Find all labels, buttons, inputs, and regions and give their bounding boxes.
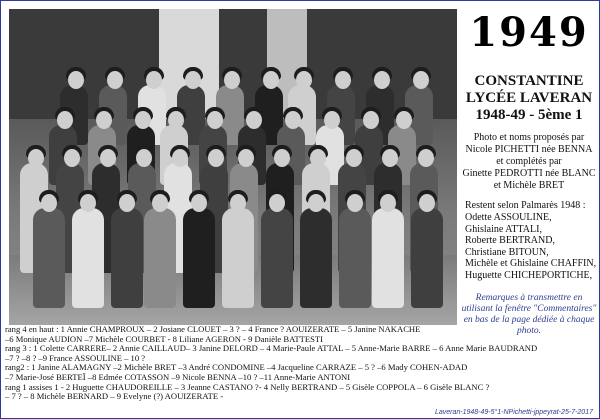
student-figure [372,208,404,308]
restent-name: Huguette CHICHEPORTICHE, [465,269,593,281]
student-figure [222,208,254,308]
student-face [80,194,96,212]
restent-name: Ghislaine ATTALI, [465,223,542,235]
student-face [208,149,224,167]
restent-heading: Restent selon Palmarès 1948 : [465,200,586,211]
student-face [324,111,340,129]
student-face [396,111,412,129]
student-face [152,194,168,212]
photo-credits [459,132,599,192]
caption-line: rang 4 en haut : 1 Annie CHAMPROUX – 2 Josiane CLOUET – 3 ? – 4 France ? AOUIZERATE – 5 Janine NAKACHE [5,325,421,334]
credits-proposer: Nicole PICHETTI née BENNA [465,144,593,155]
file-reference: Laveran-1948-49-5°1-NPichetti-jppeyrat-25-7-2017 [434,409,593,416]
student-face [185,71,201,89]
credits-line2: et complétés par [496,156,562,167]
city-name: CONSTANTINE [474,73,584,89]
student-face [346,149,362,167]
student-face [363,111,379,129]
credits-line3: et Michèle BRET [493,180,565,191]
student-face [136,149,152,167]
student-figure [300,208,332,308]
student-figure [33,208,65,308]
restent-name: Christiane BITOUN, [465,246,549,258]
caption-line: – 7 ? – 8 Michèle BERNARD – 9 Evelyne (?) AOUIZERATE - [5,392,224,402]
class-photo [9,9,457,325]
credits-line1: Photo et noms proposés par [473,132,585,143]
student-face [135,111,151,129]
student-face [41,194,57,212]
school-name: LYCÉE LAVERAN [465,90,593,106]
caption-line: –7 ? –8 ? –9 France ASSOULINE – 10 ? [5,353,146,363]
restent-name: Odette ASSOULINE, [465,212,552,223]
student-face [308,194,324,212]
year-title: 1949 [469,9,589,56]
caption-line: rang 3 : 1 Colette CARRERE– 2 Annie CAILLAUD– 3 Janine DELORD – 4 Marie-Paule ATTAL – 5 Anne-Marie BARRE – 6 Anne Marie BAUDRAND [5,344,538,354]
student-face [172,149,188,167]
student-face [119,194,135,212]
student-face [230,194,246,212]
student-face [263,71,279,89]
student-face [419,194,435,212]
caption-line: –7 Marie-José BERTEÏ –8 Edmée COTASSON –9 Nicole BENNA –10 ? –11 Anne-Marie ANTONI [5,372,351,382]
student-face [107,71,123,89]
caption-line: rang 1 assises 1 - 2 Huguette CHAUDOREILLE – 3 Jeanne CASTANO ?- 4 Nelly BERTRAND – 5 Gisèle COPPOLA – 6 Gisèle BLANC ? [5,382,490,392]
student-face [238,149,254,167]
student-face [28,149,44,167]
student-face [168,111,184,129]
student-figure [72,208,104,308]
student-face [418,149,434,167]
student-face [380,194,396,212]
student-face [382,149,398,167]
caption-line: –6 Monique AUDION –7 Michèle COURBET - 8 Liliane AGERON - 9 Danièle BATTESTI [5,334,324,344]
student-face [96,111,112,129]
name-captions [5,325,599,402]
student-figure [144,208,176,308]
student-face [224,71,240,89]
student-face [335,71,351,89]
restent-name: Roberte BERTRAND, [465,235,555,246]
student-face [68,71,84,89]
student-face [285,111,301,129]
student-face [64,149,80,167]
restent-list [465,212,599,281]
student-face [296,71,312,89]
info-panel [459,9,599,336]
student-face [269,194,285,212]
student-figure [183,208,215,308]
student-face [57,111,73,129]
student-face [146,71,162,89]
student-face [347,194,363,212]
student-face [100,149,116,167]
student-figure [339,208,371,308]
class-label: 1948-49 - 5ème 1 [475,107,583,123]
student-figure [411,208,443,308]
student-face [246,111,262,129]
caption-line: rang2 : 1 Janine ALAMAGNY –2 Michèle BRET –3 André CONDOMINE –4 Jacqueline CARRAZE – 5 ? –6 Mady COHEN-ADAD [5,363,468,373]
student-figure [111,208,143,308]
credits-completer: Ginette PEDROTTI née BLANC [462,168,596,179]
student-face [413,71,429,89]
student-face [310,149,326,167]
student-face [191,194,207,212]
restent-name: Michèle et Ghislaine CHAFFIN, [465,258,597,269]
comments-note: Remarques à transmettre en utilisant la fenêtre "Commentaires" en bas de la page dédiée à chaque photo. [461,293,597,336]
student-face [274,149,290,167]
student-figure [261,208,293,308]
student-face [374,71,390,89]
student-face [207,111,223,129]
